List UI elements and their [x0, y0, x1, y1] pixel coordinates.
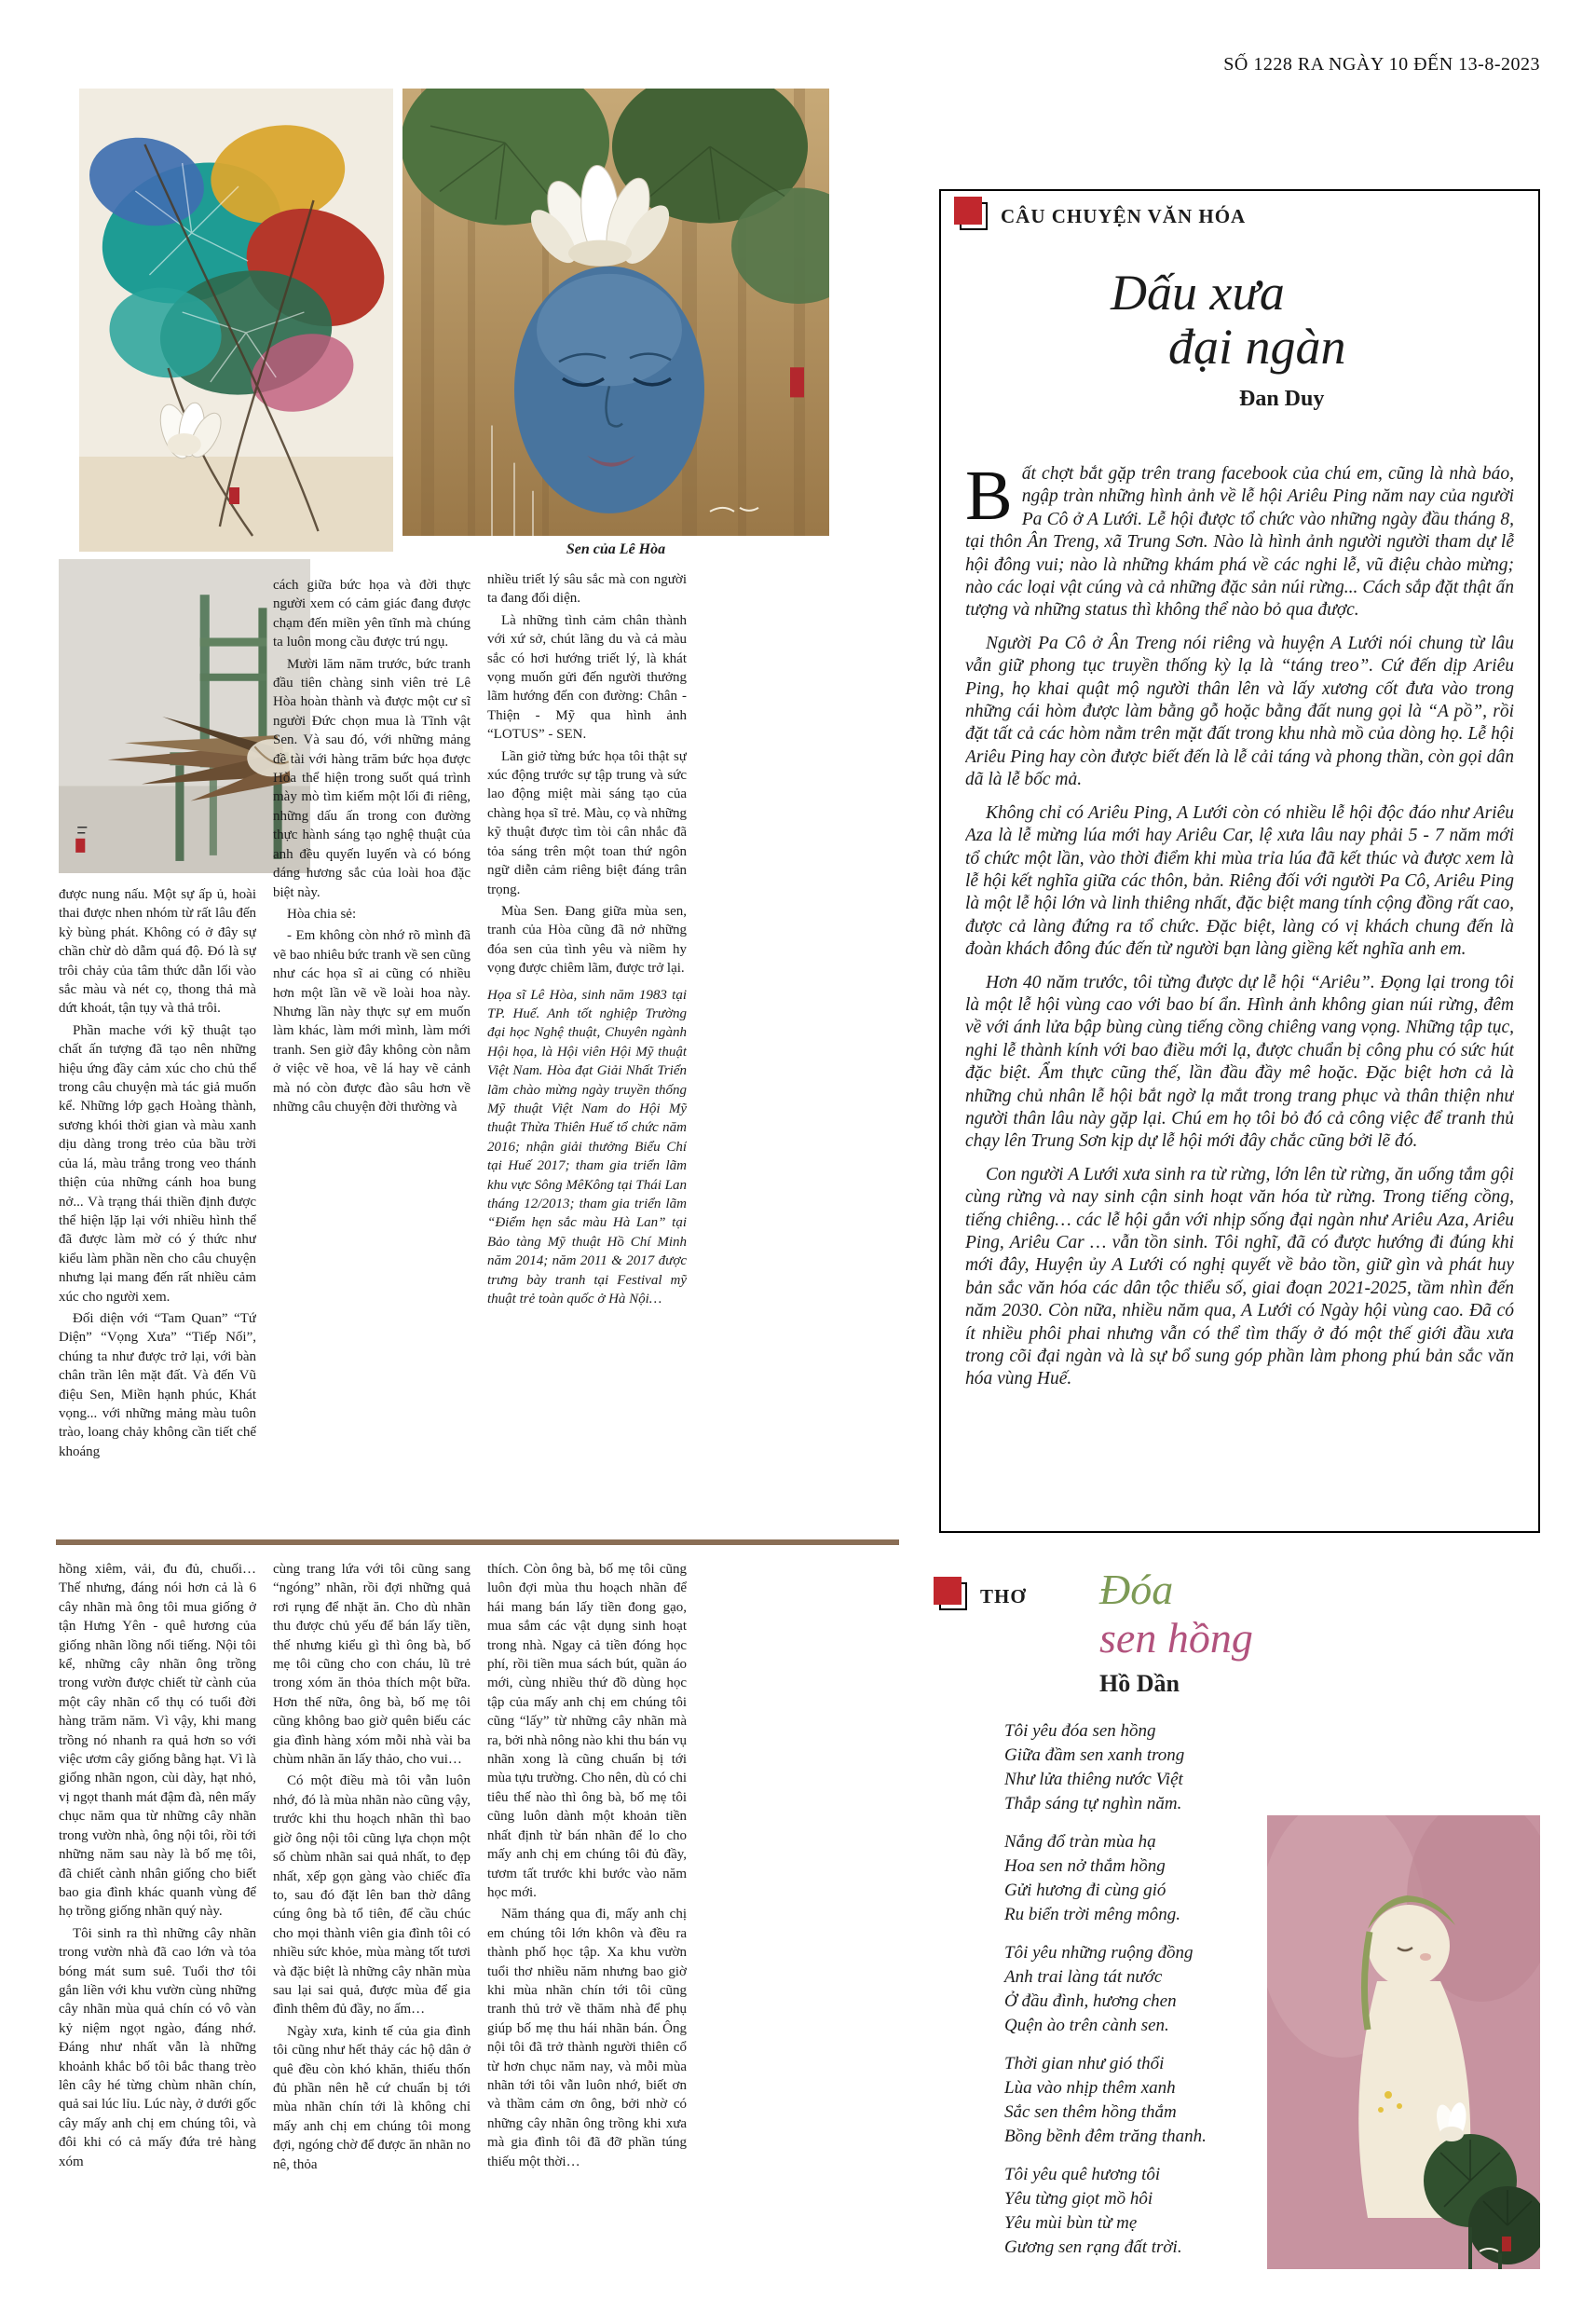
paragraph: cùng trang lứa với tôi cũng sang “ngóng” nhãn, rồi đợi những quả rơi rụng để nhặt ăn. Cho dù nhãn thu được chủ yếu để bán lấy tiền, thế nhưng kiểu gì thì ông bà, bố mẹ tôi cũng cho con cháu, lũ trẻ trong xóm ăn thỏa thích một bữa. Hơn thế nữa, ông bà, bố mẹ tôi cũng không bao giờ quên biếu các gia đình hàng xóm mỗi nhà vài ba chùm nhãn ăn lấy thảo, cho vui…: [273, 1562, 471, 1768]
drop-cap: B: [965, 463, 1013, 535]
poem-line: Bồng bềnh đêm trăng thanh.: [1004, 2127, 1207, 2146]
paragraph: Không chỉ có Ariêu Ping, A Lưới còn có nhiều lễ hội độc đáo như Ariêu Aza là lễ mừng lúa mới hay Ariêu Car, lệ xưa lâu nay phải 5 - 7 năm mới tổ chức một lần, vào thời điểm khi mùa trỉa lúa đã kết thúc và được xem là lễ hội kết nghĩa giữa các thôn, bản. Riêng đối với người Pa Cô, Ariêu Ping là một lễ hội lớn và linh thiêng nhất, đặc biệt mang tính cộng đồng rất cao, được cả làng đứng ra tổ chức. Đặc biệt, làng có vị khách chung đến là đoàn khách đông đúc đến từ người bạn làng giềng kết nghĩa anh em.: [965, 802, 1514, 960]
poem-line: Yêu mùi bùn từ mẹ: [1004, 2213, 1138, 2233]
poem-line: Yêu từng giọt mồ hôi: [1004, 2189, 1153, 2209]
section-kicker: [960, 202, 1246, 230]
abstract-lotus-artwork: [79, 89, 393, 552]
culture-story-box: [939, 189, 1540, 1533]
poetry-kicker: [939, 1582, 1027, 1610]
kicker-label: CÂU CHUYỆN VĂN HÓA: [1001, 204, 1247, 227]
painting-blue-face-lotus: [402, 89, 829, 536]
poem-author: Hồ Dần: [1099, 1670, 1180, 1697]
paragraph: Có một điều mà tôi vẫn luôn nhớ, đó là mùa nhãn nào cũng vậy, trước khi thu hoạch nhãn thì bao giờ ông nội tôi cũng lựa chọn một số chùm nhãn sai quả nhất, to đẹp nhất, xếp gọn gàng vào chiếc đĩa to, sau đó đặt lên ban thờ dâng cúng ông bà tổ tiên, để cầu chúc cho mọi thành viên gia đình tôi có nhiều sức khỏe, mùa màng tốt tươi và đặc biệt là những cây nhãn mùa sau lại sai quả, được mùa để gia đình thêm đủ đầy, no ấm…: [273, 1773, 471, 2018]
poem-line: Ru biển trời mêng mông.: [1004, 1905, 1181, 1924]
poem-stanza: [1004, 1830, 1261, 1927]
paragraph: - Em không còn nhớ rõ mình đã vẽ bao nhiêu bức tranh về sen cũng như các họa sĩ ai cũng có nhiều hơn một lần vẽ về loài hoa này. Nhưng lần này thực sự em muốn làm khác, làm mới mình, làm mới tranh. Sen giờ đây không còn nằm ở việc vẽ hoa, vẽ lá hay vẽ cảnh mà nó còn được đào sâu hơn về những câu chuyện đời thường và: [273, 928, 471, 1115]
paragraph: Người Pa Cô ở Ân Treng nói riêng và huyện A Lưới nói chung từ lâu vẫn giữ phong tục truyền thống kỳ lạ là “táng treo”. Cứ đến dịp Ariêu Ping, họ khai quật mộ người thân lên và lấy xương cốt đưa vào trong những cái hòm được làm bằng gỗ hoặc bằng đất nung gọi là “A pồ”, rồi đặt tất cả các hòm nằm trên mặt đất trong khu nhà mồ của dòng họ. Lễ hội Ariêu Ping hay còn được biết đến là lễ cải táng và phong thần, còn gọi dân dã là lễ bốc mả.: [965, 633, 1514, 790]
lotus-article-column-1: [59, 885, 256, 1536]
paragraph: Năm tháng qua đi, mấy anh chị em chúng tôi lớn khôn và đều ra thành phố học tập. Xa khu vườn tuổi thơ nhiều năm nhưng bao giờ khi mùa nhãn chín tới tôi cũng tranh thủ trở về thăm nhà để phụ giúp bố mẹ thu hái nhãn bán. Ông nội tôi đã trở thành người thiên cổ từ hơn chục năm nay, và mỗi mùa nhãn tới tôi vẫn luôn nhớ, biết ơn và thầm cảm ơn ông, bởi nhờ có những cây nhãn ông trồng khi xưa mà gia đình tôi đã đỡ phần túng thiếu một thời…: [487, 1907, 687, 2169]
paragraph: hồng xiêm, vải, đu đủ, chuối… Thế nhưng, đáng nói hơn cả là 6 cây nhãn mà ông tôi mua giống ở tận Hưng Yên - quê hương của giống nhãn lồng nổi tiếng. Nội tôi kể, những cây nhãn ông trồng trong vườn được chiết từ cành của một cây nhãn cổ thụ có tuổi đời hàng trăm năm. Vì vậy, khi mang trồng nó nhanh ra quả hơn so với việc ươm cây giống bằng hạt. Vì là giống nhãn ngon, cùi dày, hạt nhỏ, vị ngọt thanh mát đậm đà, nên mấy chục năm qua từ những cây nhãn trong vườn nhà, ông nội tôi, rồi tới những năm sau này là bố mẹ tôi, đã chiết cành nhân giống cho biết bao gia đình khác quanh vùng để họ trồng giống nhãn quý này.: [59, 1562, 256, 1920]
poem-stanza: [1004, 1719, 1261, 1816]
paragraph: Là những tình cảm chân thành với xứ sở, chút lãng du và cả màu sắc có hơi hướng triết lý, là khát vọng muốn gửi đến người thưởng lãm hướng đến con đường: Chân - Thiện - Mỹ qua hình ảnh “LOTUS” - SEN.: [487, 612, 687, 743]
article-author: Đan Duy: [1239, 387, 1325, 411]
poem-line: Quện ào trên cành sen.: [1004, 2016, 1169, 2035]
paragraph: Đối diện với “Tam Quan” “Tứ Diện” “Vọng Xưa” “Tiếp Nối”, chúng ta như được trở lại, với bàn chân trần lên mặt đất. Và đến Vũ điệu Sen, Miền hạnh phúc, Khát vọng... với những mảng màu tuôn trào, loang chảy không cần tiết chế khoáng: [59, 1310, 256, 1459]
paragraph: Mười lăm năm trước, bức tranh đầu tiên chàng sinh viên trẻ Lê Hòa hoàn thành và được một cư sĩ người Đức chọn mua là Tĩnh vật Sen. Và sau đó, với những mảng đề tài với hàng trăm bức họa được Hòa thể hiện trong suốt quá trình mày mò tìm kiếm một lối đi riêng, những dấu ấn trong con đường thực hành sáng tạo nghệ thuật của anh đều quyến luyến và có bóng dáng hương sắc của loài hoa đặc biệt này.: [273, 656, 471, 900]
poem-illustration-woman-with-lotus: [1267, 1815, 1540, 2269]
lotus-article-column-3: [487, 570, 687, 1534]
memoir-column-2: [273, 1560, 471, 2279]
kicker-square-icon: [960, 202, 988, 230]
poem-line: Anh trai làng tát nước: [1004, 1967, 1163, 1987]
poem-line: Nắng đổ tràn mùa hạ: [1004, 1832, 1156, 1852]
poem-line: Tôi yêu đóa sen hồng: [1004, 1721, 1156, 1741]
paragraph: Phần mache với kỹ thuật tạo chất ấn tượng đã tạo nên những hiệu ứng đầy cảm xúc cho chủ thể trong câu chuyện mà tác giả muốn kể. Những lớp gạch Hoàng thành, sương khói thời gian và màu xanh dịu dàng trong trẻo của bầu trời của lá, màu trắng trong veo thánh thiện của những cánh hoa bung nở... Và trạng thái thiền định được thể hiện lặp lại với nhiều hình thể đã được làm mờ có ý thức như kiểu làm phần nền cho câu chuyện nhưng lại mang đến rất nhiều cảm xúc cho người xem.: [59, 1022, 256, 1305]
kicker-square-icon: [939, 1582, 967, 1610]
paragraph: Con người A Lưới xưa sinh ra từ rừng, lớn lên từ rừng, ăn uống tắm gội cùng rừng và nay sinh cận sinh hoạt văn hóa từ rừng. Trong tiếng cồng, tiếng chiêng… các lễ hội gắn với nhịp sống đại ngàn như Ariêu Aza, Ariêu Ping, Ariêu Car … vẫn tồn sinh. Tôi nghĩ, đã có được hướng đi đúng khi mới đây, Huyện ủy A Lưới có nghị quyết về bảo tồn, giữ gìn và phát huy bản sắc văn hóa các dân tộc thiểu số, giai đoạn 2021-2025, tầm nhìn đến năm 2030. Còn nữa, nhiều năm qua, A Lưới có Ngày hội vùng cao. Đã có ít nhiều phôi phai nhưng vẫn có thể tìm thấy ở đó một thế giới đầu xưa trong cõi đại ngàn và là sự bổ sung góp phần làm phong phú bản sắc văn hóa vùng Huế.: [965, 1164, 1514, 1389]
memoir-column-1: [59, 1560, 256, 2279]
poem-line: Gương sen rạng đất trời.: [1004, 2237, 1182, 2257]
issue-line: SỐ 1228 RA NGÀY 10 ĐẾN 13-8-2023: [1223, 54, 1540, 75]
poem-line: Tôi yêu quê hương tôi: [1004, 2165, 1161, 2184]
poem-line: Lùa vào nhịp thêm xanh: [1004, 2078, 1176, 2098]
section-divider-rule: [56, 1539, 899, 1545]
paragraph: Hơn 40 năm trước, tôi từng được dự lễ hội “Ariêu”. Đọng lại trong tôi là một lễ hội vùng cao với bao bí ẩn. Hình ảnh không gian núi rừng, đêm về với ánh lửa bập bùng cùng tiếng cồng chiêng vang vọng. Những tập tục, nghi lễ thành kính với bao điều mới lạ, được chuẩn bị công phu có sức hút đặc biệt. Ẩm thực cũng thế, lần đầu đầy mê hoặc. Đặc biệt hơn cả là những chủ nhân lễ hội bắt ngờ lạ mắt trong trang phục và thân thiện như người thân lâu này gặp lại. Chú em họ tôi bỏ đó cả công việc để tranh thủ chạy lên Trung Sơn kịp dự lễ hội mới đây chắc cũng bởi lẽ đó.: [965, 972, 1514, 1152]
article-title-line-1: Dấu xưa: [1111, 265, 1285, 321]
poem-stanza: [1004, 2163, 1261, 2260]
paragraph: Lần giở từng bức họa tôi thật sự xúc động trước sự tập trung và sức lao động miệt mài sáng tạo của chàng họa sĩ trẻ. Màu, cọ và những kỹ thuật được tìm tòi cân nhắc đã tỏa sáng trên một toan thứ ngôn ngữ diễn cảm riêng biệt đáng trân trọng.: [487, 748, 687, 897]
article-body: [965, 463, 1514, 1520]
paragraph: Tôi sinh ra thì những cây nhãn trong vườn nhà đã cao lớn và tỏa bóng mát sum suê. Tuổi thơ tôi gắn liền với khu vườn cùng những cây nhãn mùa quả chín có vô vàn kỷ niệm ngọt ngào, đáng nhớ. Đáng như nhất vẫn là những khoảnh khắc bố tôi bắc thang trèo lên cây hé từng chùm nhãn chín, quả sai lúc lỉu. Lúc này, ở dưới gốc cây mấy anh chị em chúng tôi, và đôi khi có cả mấy đứa trẻ hàng xóm: [59, 1925, 256, 2169]
lotus-article-column-2: [273, 576, 471, 1534]
poem-line: Ở đầu đình, hương chen: [1004, 1991, 1177, 2011]
paragraph: Mùa Sen. Đang giữa mùa sen, tranh của Hòa cũng đã nở những đóa sen của tình yêu và niềm hy vọng được chiêm lãm, được trở lại.: [487, 903, 687, 977]
poem-title-word-1: Đóa: [1099, 1566, 1174, 1613]
poem-stanza: [1004, 1941, 1261, 2038]
paragraph-text: ất chợt bắt gặp trên trang facebook của chú em, cũng là nhà báo, ngập tràn những hình ảnh về lễ hội Ariêu Ping năm nay của người Pa Cô ở A Lưới. Lễ hội được tổ chức vào những ngày đầu tháng 8, tại thôn Ân Treng, xã Trung Sơn. Nào là hình ảnh người người tham dự lễ hội đông vui; nào là những khám phá về các nghi lễ, vũ điệu chào mừng; nào các loại vật cúng và cả những đặc sản núi rừng... Cách sắp đặt thật ấn tượng và những status thì không thể nào bỏ qua được.: [965, 464, 1514, 621]
woman-lotus-illustration: [1267, 1815, 1540, 2269]
memoir-column-3: [487, 1560, 687, 2279]
paragraph: nhiều triết lý sâu sắc mà con người ta đang đối diện.: [487, 572, 687, 607]
paragraph: [965, 463, 1514, 622]
painting-abstract-lotus-collage: [79, 89, 393, 552]
artwork-caption: Sen của Lê Hòa: [566, 541, 666, 557]
article-title-block: [1099, 266, 1491, 412]
poem-line: Tôi yêu những ruộng đồng: [1004, 1943, 1194, 1963]
artist-bio: Họa sĩ Lê Hòa, sinh năm 1983 tại TP. Huế. Anh tốt nghiệp Trường đại học Nghệ thuật, Chuyên ngành Hội họa, là Hội viên Hội Mỹ thuật Việt Nam. Hòa đạt Giải Nhất Triển lãm chào mừng ngày truyền thống Mỹ thuật Việt Nam do Hội Mỹ thuật Thừa Thiên Huế tổ chức năm 2016; nhận giải thưởng Biểu Chí tại Huế 2017; tham gia triển lãm khu vực Sông MêKông tại Thái Lan tháng 12/2013; tham gia triển lãm “Điểm hẹn sắc màu Hà Lan” tại Bảo tàng Mỹ thuật Hồ Chí Minh năm 2014; năm 2011 & 2017 được trưng bày tranh tại Festival mỹ thuật trẻ toàn quốc ở Hà Nội…: [487, 987, 687, 1307]
poem-line: Thắp sáng tự nghìn năm.: [1004, 1794, 1182, 1813]
paragraph: Ngày xưa, kinh tế của gia đình tôi cũng như hết thảy các hộ dân ở quê đều còn khó khăn, thiếu thốn đủ phần nên hễ cứ chuẩn bị tới mùa nhãn chín tới là không chỉ mấy anh chị em chúng tôi mong đợi, ngóng chờ để được ăn nhãn no nê, thỏa: [273, 2023, 471, 2172]
kicker-label: THƠ: [980, 1584, 1027, 1607]
paragraph: cách giữa bức họa và đời thực người xem có cảm giác đang được chạm đến miền yên tĩnh mà chúng ta luôn mong cầu được trú ngụ.: [273, 578, 471, 650]
poem-line: Hoa sen nở thắm hồng: [1004, 1856, 1166, 1876]
article-title-line-2: đại ngàn: [1168, 319, 1346, 375]
poem-line: Giữa đầm sen xanh trong: [1004, 1745, 1185, 1765]
blue-face-lotus-artwork: [402, 89, 829, 536]
poem-line: Như lửa thiêng nước Việt: [1004, 1770, 1183, 1789]
paragraph: Hòa chia sẻ:: [287, 906, 357, 922]
poem-line: Gửi hương đi cùng gió: [1004, 1881, 1166, 1900]
poem-line: Thời gian như gió thổi: [1004, 2054, 1165, 2073]
poem-body: [1004, 1719, 1261, 2274]
poem-line: Sắc sen thêm hồng thắm: [1004, 2102, 1177, 2122]
poem-title-block: [1099, 1566, 1253, 1698]
paragraph: thích. Còn ông bà, bố mẹ tôi cũng luôn đợi mùa thu hoạch nhãn để hái mang bán lấy tiền đong gạo, mua sắm các vật dụng sinh hoạt trong nhà. Ngay cả tiền đóng học phí, rồi tiền mua sách bút, quần áo mới, cùng nhiều thứ đồ dùng học tập của mấy anh chị em chúng tôi cũng “lấy” từ những cây nhãn mà ra, bởi nhà nông nào khi thu bán vụ nhãn xong là cũng chuẩn bị tới mùa tựu trường. Cho nên, dù có chi tiêu thế nào thì ông bà, bố mẹ tôi cũng luôn dành một khoản tiền nhất định từ bán nhãn để lo cho mấy anh chị em chúng tôi đủ đầy, tươm tất trước khi bước vào năm học mới.: [487, 1562, 687, 1900]
meditative-face: [514, 267, 704, 513]
poem-stanza: [1004, 2052, 1261, 2149]
poem-title-word-2: sen hồng: [1099, 1614, 1253, 1662]
paragraph: được nung nấu. Một sự ấp ủ, hoài thai được nhen nhóm từ rất lâu đến kỳ bùng phát. Không có ở đây sự chần chừ dò dẫm quá độ. Đó là sự trôi chảy của tâm thức dẫn lối vào sắc màu và nét cọ, thong thả mà dứt khoát, tận tụy và thả trôi.: [59, 887, 256, 1017]
